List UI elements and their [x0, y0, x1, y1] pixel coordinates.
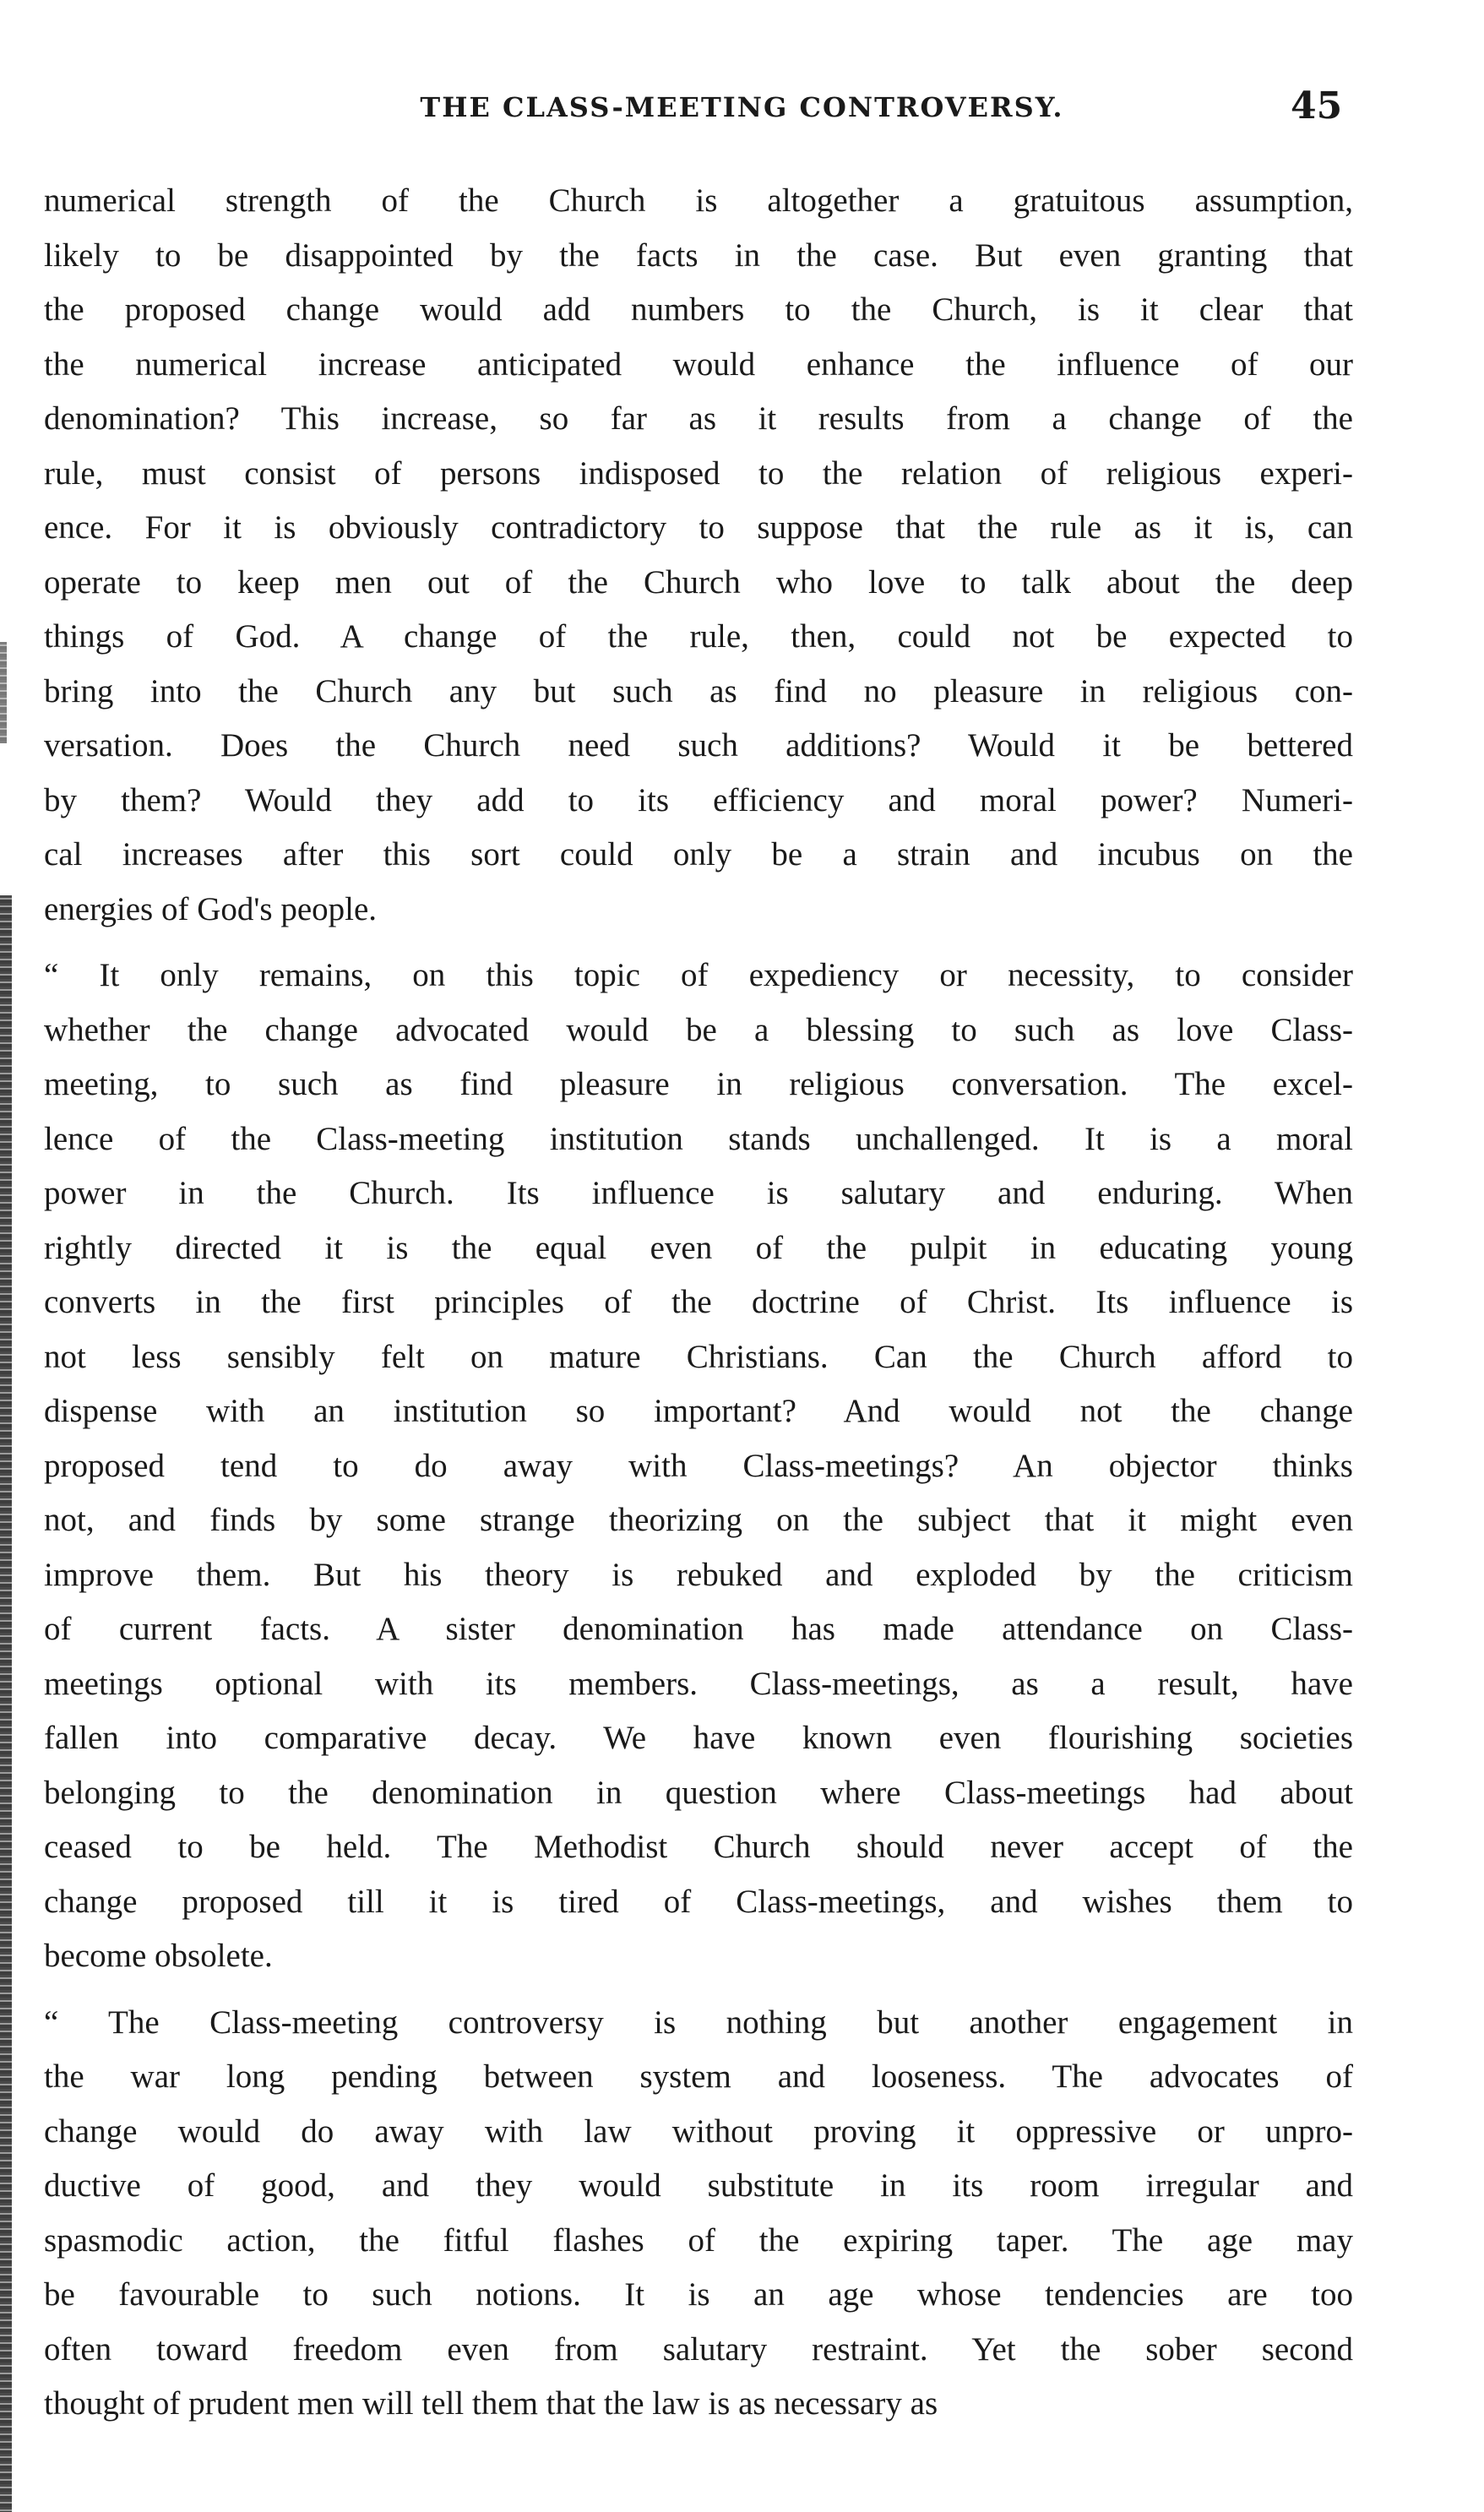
- page-number: 45: [1291, 84, 1343, 128]
- text-line: often toward freedom even from salutary restraint. Yet the sober second: [44, 2330, 1353, 2368]
- text-line: meeting, to such as find pleasure in religious conversation. The excel-: [44, 1066, 1353, 1102]
- paragraph: [44, 949, 1353, 1984]
- text-line: improve them. But his theory is rebuked and exploded by the criticism: [44, 1556, 1353, 1593]
- text-line: spasmodic action, the fitful flashes of the expiring taper. The age may: [44, 2221, 1353, 2259]
- text-line: ductive of good, and they would substitute in its room irregular and: [44, 2167, 1353, 2204]
- page-header: [0, 84, 1484, 144]
- text-line: become obsolete.: [44, 1938, 273, 1974]
- text-line: versation. Does the Church need such additions? Would it be bettered: [44, 727, 1353, 764]
- text-line: meetings optional with its members. Class-meetings, as a result, have: [44, 1665, 1353, 1702]
- text-line: the war long pending between system and looseness. The advocates of: [44, 2058, 1353, 2095]
- text-line: be favourable to such notions. It is an age whose tendencies are too: [44, 2276, 1353, 2313]
- text-line: rightly directed it is the equal even of the pulpit in educating young: [44, 1229, 1353, 1266]
- body-text: [44, 174, 1353, 2432]
- paragraph: [44, 1996, 1353, 2432]
- text-line: thought of prudent men will tell them that the law is as necessary as: [44, 2385, 938, 2422]
- text-line: denomination? This increase, so far as it results from a change of the: [44, 400, 1353, 437]
- text-line: things of God. A change of the rule, then, could not be expected to: [44, 618, 1353, 655]
- text-line: change would do away with law without proving it oppressive or unpro-: [44, 2112, 1353, 2150]
- paragraph: [44, 174, 1353, 937]
- text-line: proposed tend to do away with Class-meetings? An objector thinks: [44, 1447, 1353, 1484]
- text-line: ceased to be held. The Methodist Church should never accept of the: [44, 1829, 1353, 1865]
- text-line: converts in the first principles of the doctrine of Christ. Its influence is: [44, 1284, 1353, 1320]
- text-line: “ It only remains, on this topic of expediency or necessity, to consider: [44, 957, 1353, 993]
- text-line: not, and finds by some strange theorizing on the subject that it might even: [44, 1502, 1353, 1538]
- text-line: belonging to the denomination in question where Class-meetings had about: [44, 1774, 1353, 1811]
- text-line: power in the Church. Its influence is salutary and enduring. When: [44, 1175, 1353, 1211]
- text-line: energies of God's people.: [44, 890, 378, 927]
- text-line: lence of the Class-meeting institution stands unchallenged. It is a moral: [44, 1120, 1353, 1157]
- binding-edge-shadow: [0, 895, 12, 2512]
- text-line: by them? Would they add to its efficiency and moral power? Numeri-: [44, 781, 1353, 818]
- text-line: likely to be disappointed by the facts in the case. But even granting that: [44, 237, 1353, 274]
- text-line: change proposed till it is tired of Class-meetings, and wishes them to: [44, 1883, 1353, 1920]
- text-line: numerical strength of the Church is altogether a gratuitous assumption,: [44, 182, 1353, 219]
- text-line: whether the change advocated would be a blessing to such as love Class-: [44, 1011, 1353, 1048]
- text-line: fallen into comparative decay. We have known even flourishing societies: [44, 1720, 1353, 1756]
- text-line: dispense with an institution so important? And would not the change: [44, 1393, 1353, 1429]
- text-line: of current facts. A sister denomination has made attendance on Class-: [44, 1611, 1353, 1647]
- text-line: rule, must consist of persons indisposed to the relation of religious experi-: [44, 454, 1353, 492]
- text-line: ence. For it is obviously contradictory to suppose that the rule as it is, can: [44, 509, 1353, 546]
- text-line: the proposed change would add numbers to the Church, is it clear that: [44, 291, 1353, 328]
- text-line: not less sensibly felt on mature Christians. Can the Church afford to: [44, 1338, 1353, 1375]
- text-line: “ The Class-meeting controversy is nothing but another engagement in: [44, 2004, 1353, 2041]
- text-line: operate to keep men out of the Church who love to talk about the deep: [44, 563, 1353, 601]
- text-line: cal increases after this sort could only be a strain and incubus on the: [44, 836, 1353, 873]
- binding-edge-shadow-upper: [0, 642, 7, 743]
- running-head: THE CLASS-MEETING CONTROVERSY.: [420, 91, 1064, 123]
- text-line: the numerical increase anticipated would enhance the influence of our: [44, 345, 1353, 383]
- text-line: bring into the Church any but such as find no pleasure in religious con-: [44, 672, 1353, 710]
